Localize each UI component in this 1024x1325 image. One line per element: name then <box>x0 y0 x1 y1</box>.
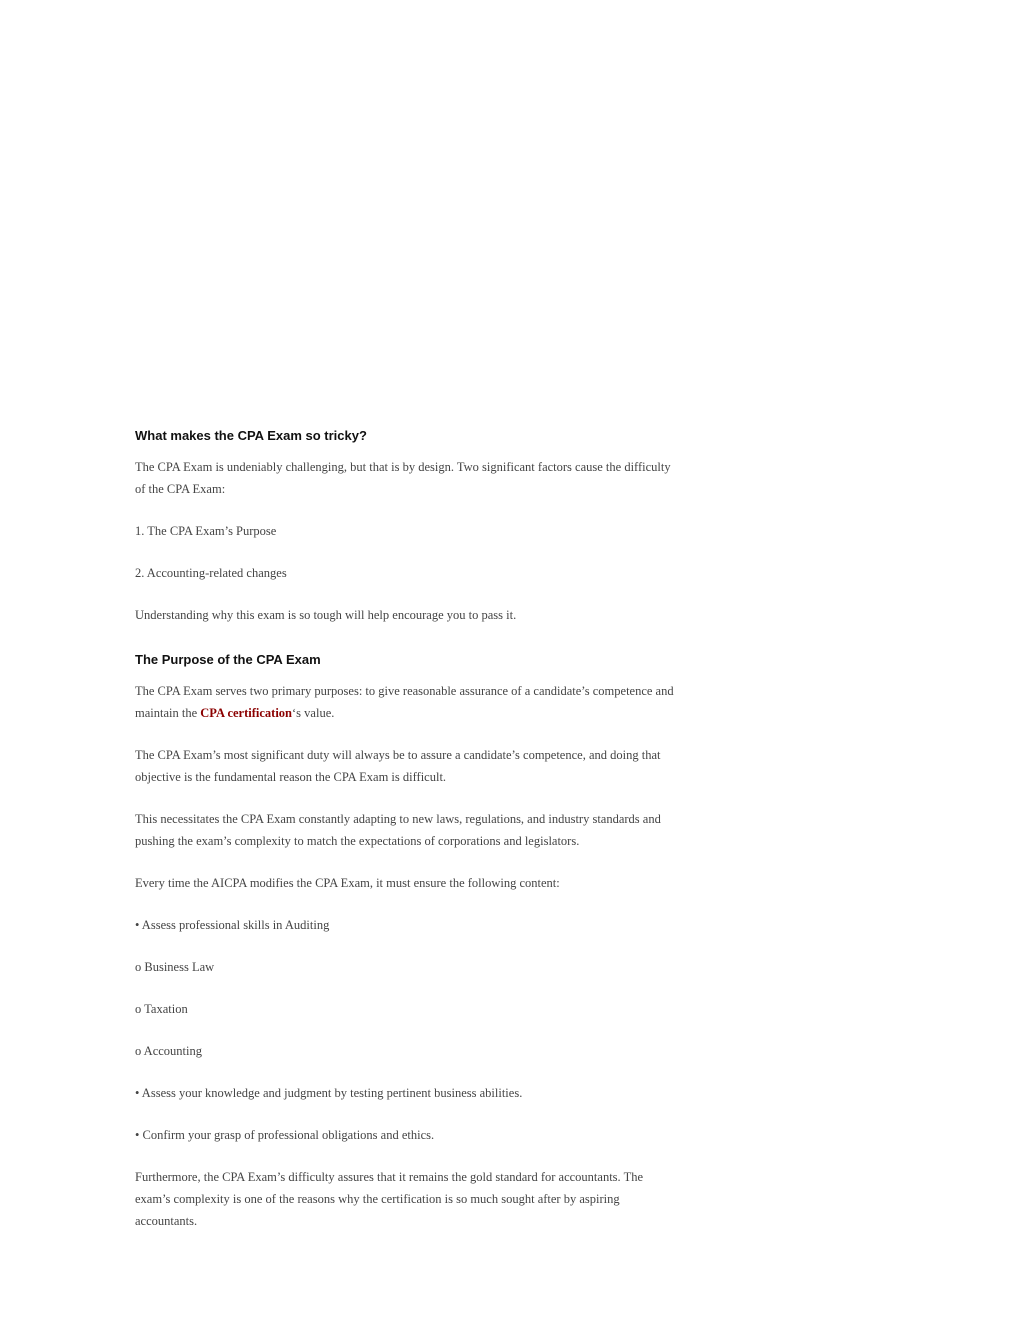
bullet-item-auditing: • Assess professional skills in Auditing <box>135 918 330 932</box>
adapting-paragraph: This necessitates the CPA Exam constantly adapting to new laws, regulations, and industry standards and pushing the exam’s complexity to match the expectations of corporations and legislators. <box>135 812 661 848</box>
sub-item-taxation: o Taxation <box>135 1002 188 1016</box>
section-heading-purpose: The Purpose of the CPA Exam <box>135 652 321 667</box>
aicpa-paragraph: Every time the AICPA modifies the CPA Exam, it must ensure the following content: <box>135 876 560 890</box>
closing-paragraph: Understanding why this exam is so tough will help encourage you to pass it. <box>135 608 517 622</box>
bullet-item-knowledge: • Assess your knowledge and judgment by testing pertinent business abilities. <box>135 1086 523 1100</box>
sub-item-accounting: o Accounting <box>135 1044 203 1058</box>
purpose-text-end: ‘s value. <box>292 706 335 720</box>
intro-paragraph: The CPA Exam is undeniably challenging, but that is by design. Two significant factors cause the difficulty of the CPA Exam: <box>135 460 671 496</box>
gold-standard-paragraph: Furthermore, the CPA Exam’s difficulty assures that it remains the gold standard for accountants. The exam’s complexity is one of the reasons why the certification is so much sought after by aspiring accountants. <box>135 1170 644 1228</box>
purpose-text-start: The CPA Exam serves two primary purposes: to give reasonable assurance of a candidate’s competence and maintain the <box>135 684 674 720</box>
article-content <box>135 426 675 1232</box>
factor-item-2: 2. Accounting-related changes <box>135 566 287 580</box>
cpa-certification-link[interactable]: CPA certification <box>200 706 293 720</box>
purpose-paragraph <box>135 680 675 724</box>
factor-item-1: 1. The CPA Exam’s Purpose <box>135 524 277 538</box>
duty-paragraph: The CPA Exam’s most significant duty will always be to assure a candidate’s competence, and doing that objective is the fundamental reason the CPA Exam is difficult. <box>135 748 661 784</box>
bullet-item-ethics: • Confirm your grasp of professional obligations and ethics. <box>135 1128 435 1142</box>
sub-item-business-law: o Business Law <box>135 960 215 974</box>
section-heading-tricky: What makes the CPA Exam so tricky? <box>135 428 367 443</box>
